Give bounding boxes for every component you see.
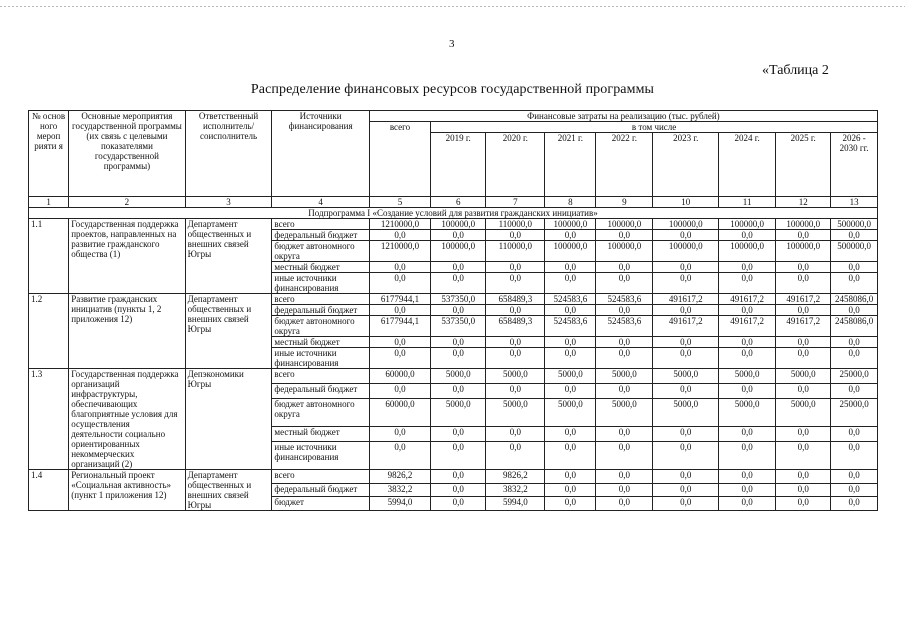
document-title: Распределение финансовых ресурсов государственной программы [250,82,655,97]
value-year: 0,0 [719,273,776,294]
funding-source: бюджет [272,497,369,511]
funding-source: федеральный бюджет [272,305,369,316]
funding-source: иные источники финансирования [272,273,369,294]
value-year: 5000,0 [776,369,831,384]
value-total: 0,0 [369,383,430,398]
activity-number: 1.4 [29,470,69,511]
column-number: 10 [653,197,719,208]
value-year: 0,0 [831,230,878,241]
header-total: всего [369,122,430,197]
activity-name: Региональный проект «Социальная активность» (пункт 1 приложения 12) [69,470,185,511]
value-year: 491617,2 [719,316,776,337]
value-total: 0,0 [369,273,430,294]
financial-resources-table [28,110,878,511]
value-total: 60000,0 [369,398,430,426]
value-year: 0,0 [776,470,831,484]
value-year: 0,0 [545,497,596,511]
value-year: 0,0 [431,273,486,294]
column-number: 2 [69,197,185,208]
value-year: 0,0 [545,337,596,348]
value-year: 0,0 [653,273,719,294]
value-year: 5000,0 [486,369,545,384]
subprogram-title: Подпрограмма I «Создание условий для развития гражданских инициатив» [29,208,878,219]
value-year: 0,0 [486,441,545,469]
value-year: 0,0 [486,337,545,348]
value-year: 100000,0 [776,241,831,262]
value-year: 0,0 [831,383,878,398]
funding-source: федеральный бюджет [272,483,369,497]
funding-source: местный бюджет [272,262,369,273]
value-year: 5000,0 [719,369,776,384]
value-year: 0,0 [431,305,486,316]
value-year: 0,0 [719,470,776,484]
value-year: 0,0 [776,483,831,497]
column-number: 4 [272,197,369,208]
value-year: 0,0 [431,230,486,241]
value-year: 658489,3 [486,316,545,337]
value-total: 3832,2 [369,483,430,497]
funding-source: местный бюджет [272,426,369,441]
header-including: в том числе [431,122,878,133]
value-year: 5000,0 [653,369,719,384]
value-year: 0,0 [719,230,776,241]
value-year: 5000,0 [719,398,776,426]
value-year: 0,0 [596,441,653,469]
value-year: 0,0 [431,497,486,511]
column-number: 6 [431,197,486,208]
value-year: 0,0 [719,262,776,273]
table-row [29,470,878,484]
funding-source: бюджет автономного округа [272,241,369,262]
value-year: 100000,0 [545,241,596,262]
value-year: 0,0 [653,497,719,511]
value-year: 5000,0 [431,369,486,384]
value-total: 0,0 [369,262,430,273]
column-number: 13 [831,197,878,208]
value-year: 0,0 [831,470,878,484]
header-sources: Источники финансирования [272,111,369,197]
value-year: 0,0 [486,305,545,316]
value-year: 491617,2 [653,294,719,305]
value-year: 0,0 [545,426,596,441]
value-year: 100000,0 [596,219,653,230]
value-year: 5000,0 [776,398,831,426]
value-total: 0,0 [369,426,430,441]
value-year: 0,0 [431,348,486,369]
value-year: 0,0 [596,273,653,294]
activity-responsible: Департамент общественных и внешних связей Югры [185,294,272,369]
funding-source: местный бюджет [272,337,369,348]
value-year: 0,0 [653,426,719,441]
activity-responsible: Депэкономики Югры [185,369,272,470]
activity-number: 1.1 [29,219,69,294]
value-year: 5000,0 [486,398,545,426]
value-year: 3832,2 [486,483,545,497]
column-number: 8 [545,197,596,208]
value-total: 6177944,1 [369,294,430,305]
column-number: 11 [719,197,776,208]
funding-source: иные источники финансирования [272,348,369,369]
column-number: 7 [486,197,545,208]
value-year: 100000,0 [719,219,776,230]
table-row [29,219,878,230]
value-year: 0,0 [486,262,545,273]
value-year: 0,0 [486,230,545,241]
header-year: 2024 г. [719,133,776,197]
activity-responsible: Департамент общественных и внешних связей Югры [185,470,272,511]
value-year: 537350,0 [431,316,486,337]
value-year: 524583,6 [596,294,653,305]
value-year: 0,0 [545,470,596,484]
value-year: 0,0 [545,262,596,273]
value-year: 9826,2 [486,470,545,484]
value-year: 0,0 [719,305,776,316]
value-year: 0,0 [831,441,878,469]
value-year: 100000,0 [545,219,596,230]
header-year: 2022 г. [596,133,653,197]
value-year: 0,0 [486,426,545,441]
value-year: 0,0 [776,305,831,316]
value-year: 0,0 [653,262,719,273]
header-year: 2019 г. [431,133,486,197]
value-year: 0,0 [653,230,719,241]
value-year: 0,0 [831,337,878,348]
value-year: 524583,6 [545,294,596,305]
value-year: 100000,0 [596,241,653,262]
funding-source: всего [272,294,369,305]
value-year: 0,0 [719,383,776,398]
value-year: 0,0 [596,497,653,511]
value-year: 0,0 [653,441,719,469]
value-year: 0,0 [653,483,719,497]
value-year: 110000,0 [486,241,545,262]
value-year: 0,0 [545,441,596,469]
activity-number: 1.3 [29,369,69,470]
activity-name: Государственная поддержка организаций инфраструктуры, обеспечивающих благоприятные условия для осуществления деятельности социально ориентированных некоммерческих организаций (2) [69,369,185,470]
value-year: 0,0 [776,273,831,294]
value-year: 0,0 [596,230,653,241]
value-year: 100000,0 [431,241,486,262]
value-year: 25000,0 [831,369,878,384]
funding-source: бюджет автономного округа [272,316,369,337]
value-year: 0,0 [831,497,878,511]
funding-source: федеральный бюджет [272,230,369,241]
value-total: 0,0 [369,305,430,316]
value-year: 0,0 [596,348,653,369]
funding-source: всего [272,369,369,384]
value-year: 0,0 [545,483,596,497]
value-year: 0,0 [545,305,596,316]
page-number: 3 [449,38,455,50]
value-year: 100000,0 [653,219,719,230]
column-number: 5 [369,197,430,208]
value-year: 0,0 [653,470,719,484]
value-year: 0,0 [653,305,719,316]
value-year: 0,0 [486,348,545,369]
value-year: 0,0 [719,497,776,511]
value-year: 0,0 [596,470,653,484]
value-year: 0,0 [431,383,486,398]
header-events: Основные мероприятия государственной программы (их связь с целевыми показателями государственной программы) [69,111,185,197]
value-year: 537350,0 [431,294,486,305]
value-year: 0,0 [776,383,831,398]
value-year: 0,0 [596,383,653,398]
value-year: 0,0 [486,383,545,398]
value-total: 5994,0 [369,497,430,511]
value-year: 0,0 [431,483,486,497]
column-number: 3 [185,197,272,208]
activity-responsible: Департамент общественных и внешних связей Югры [185,219,272,294]
value-year: 500000,0 [831,219,878,230]
value-year: 524583,6 [596,316,653,337]
column-number-row [29,197,878,208]
value-year: 0,0 [653,337,719,348]
value-year: 110000,0 [486,219,545,230]
value-total: 1210000,0 [369,219,430,230]
value-year: 25000,0 [831,398,878,426]
value-year: 0,0 [831,483,878,497]
value-total: 1210000,0 [369,241,430,262]
value-year: 100000,0 [653,241,719,262]
value-year: 0,0 [596,426,653,441]
value-total: 0,0 [369,348,430,369]
value-year: 2458086,0 [831,316,878,337]
value-year: 5000,0 [596,398,653,426]
value-year: 5000,0 [653,398,719,426]
value-year: 2458086,0 [831,294,878,305]
value-year: 5000,0 [431,398,486,426]
header-year: 2020 г. [486,133,545,197]
value-year: 0,0 [653,348,719,369]
table-row [29,294,878,305]
value-total: 0,0 [369,441,430,469]
value-year: 5000,0 [545,398,596,426]
activity-number: 1.2 [29,294,69,369]
value-year: 0,0 [719,483,776,497]
value-year: 0,0 [431,426,486,441]
value-year: 658489,3 [486,294,545,305]
value-year: 500000,0 [831,241,878,262]
value-year: 0,0 [596,337,653,348]
header-responsible: Ответственный исполнитель/ соисполнитель [185,111,272,197]
value-year: 0,0 [719,337,776,348]
value-year: 491617,2 [719,294,776,305]
value-year: 0,0 [719,348,776,369]
header-financial: Финансовые затраты на реализацию (тыс. рублей) [369,111,877,122]
value-year: 0,0 [719,441,776,469]
column-number: 12 [776,197,831,208]
value-year: 0,0 [431,470,486,484]
value-year: 0,0 [596,305,653,316]
header-year: 2025 г. [776,133,831,197]
funding-source: всего [272,219,369,230]
value-year: 491617,2 [776,294,831,305]
value-year: 0,0 [776,497,831,511]
scan-artifact-line [0,6,905,7]
column-number: 1 [29,197,69,208]
value-year: 0,0 [831,305,878,316]
value-year: 100000,0 [776,219,831,230]
value-year: 0,0 [545,273,596,294]
value-year: 0,0 [831,262,878,273]
funding-source: всего [272,470,369,484]
activity-name: Государственная поддержка проектов, направленных на развитие гражданского общества (1) [69,219,185,294]
value-year: 0,0 [776,441,831,469]
value-total: 60000,0 [369,369,430,384]
value-year: 0,0 [545,230,596,241]
value-year: 0,0 [776,262,831,273]
value-year: 0,0 [776,230,831,241]
header-num: № основ ного мероп рияти я [29,111,69,197]
table-reference: «Таблица 2 [762,63,829,78]
value-year: 0,0 [596,483,653,497]
value-year: 0,0 [431,262,486,273]
value-total: 6177944,1 [369,316,430,337]
value-year: 0,0 [831,426,878,441]
value-year: 0,0 [653,383,719,398]
value-year: 100000,0 [719,241,776,262]
funding-source: федеральный бюджет [272,383,369,398]
value-year: 0,0 [831,348,878,369]
value-year: 524583,6 [545,316,596,337]
value-year: 491617,2 [653,316,719,337]
table-row [29,369,878,384]
value-total: 0,0 [369,337,430,348]
value-year: 0,0 [776,337,831,348]
value-year: 0,0 [596,262,653,273]
activity-name: Развитие гражданских инициатив (пункты 1, 2 приложения 12) [69,294,185,369]
subprogram-row [29,208,878,219]
value-year: 0,0 [776,348,831,369]
value-year: 0,0 [545,383,596,398]
value-year: 5994,0 [486,497,545,511]
header-year: 2023 г. [653,133,719,197]
value-total: 9826,2 [369,470,430,484]
value-year: 0,0 [431,337,486,348]
funding-source: бюджет автономного округа [272,398,369,426]
value-year: 0,0 [776,426,831,441]
value-total: 0,0 [369,230,430,241]
column-number: 9 [596,197,653,208]
funding-source: иные источники финансирования [272,441,369,469]
value-year: 5000,0 [596,369,653,384]
value-year: 5000,0 [545,369,596,384]
value-year: 100000,0 [431,219,486,230]
value-year: 0,0 [719,426,776,441]
header-year: 2021 г. [545,133,596,197]
value-year: 0,0 [545,348,596,369]
value-year: 491617,2 [776,316,831,337]
value-year: 0,0 [486,273,545,294]
header-year: 2026 - 2030 гг. [831,133,878,197]
value-year: 0,0 [431,441,486,469]
value-year: 0,0 [831,273,878,294]
